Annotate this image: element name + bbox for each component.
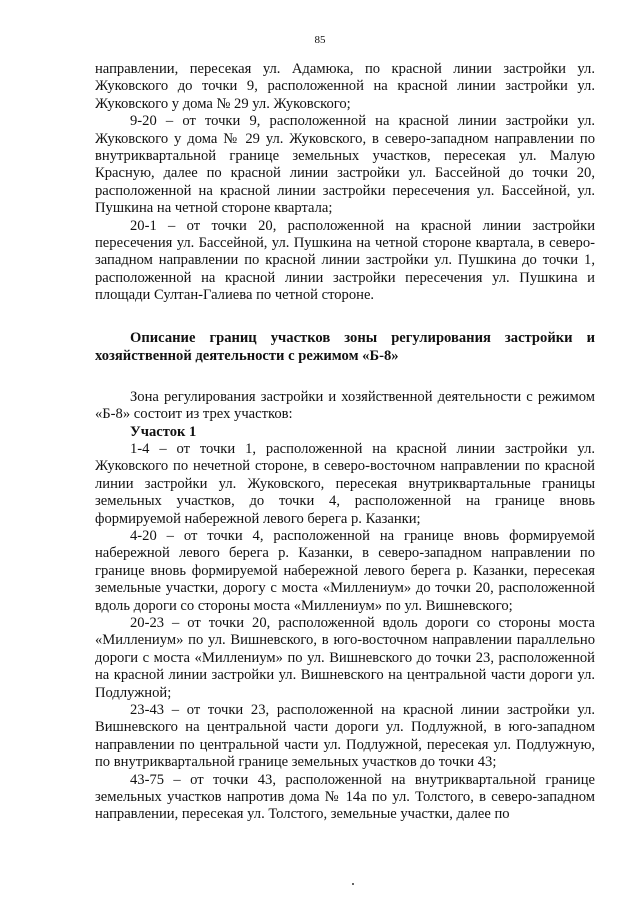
paragraph-segment-1-4: 1-4 – от точки 1, расположенной на красной линии застройки ул. Жуковского по нечетной стороне, в северо-восточном направлении по красной линии застройки ул. Жуковского, пересекая внутриквартальные границы земельных участков, до точки 4, расположенной на границе вновь формируемой набережной левого берега р. Казанки; <box>95 440 595 527</box>
scan-speck <box>352 883 354 885</box>
section-heading: Описание границ участков зоны регулирования застройки и хозяйственной деятельности с режимом «Б-8» <box>95 329 595 364</box>
paragraph-segment-23-43: 23-43 – от точки 23, расположенной на красной линии застройки ул. Вишневского на центральной части дороги ул. Подлужной, в юго-западном направлении по центральной части ул. Подлужной, пересекая ул. Подлужную, по внутриквартальной границе земельных участков до точки 43; <box>95 702 595 771</box>
paragraph-segment-9-20: 9-20 – от точки 9, расположенной на красной линии застройки ул. Жуковского у дома № 29 ул. Жуковского, в северо-западном направлении по внутриквартальной границе земельных участков, пересекая ул. Малую Красную, далее по красной линии застройки ул. Бассейной до точки 20, расположенной на красной линии застройки пересечения ул. Бассейной, ул. Пушкина на четной стороне квартала; <box>95 113 595 217</box>
document-body <box>95 61 595 824</box>
paragraph-segment-20-23: 20-23 – от точки 20, расположенной вдоль дороги со стороны моста «Миллениум» по ул. Вишневского, в юго-восточном направлении параллельно дороги с моста «Миллениум» по ул. Вишневского до точки 23, расположенной на красной линии застройки ул. Вишневского на центральной части дороги ул. Подлужной; <box>95 614 595 701</box>
paragraph-segment-20-1: 20-1 – от точки 20, расположенной на красной линии застройки пересечения ул. Бассейной, ул. Пушкина на четной стороне квартала, в северо-западном направлении по красной линии застройки ул. Пушкина до точки 1, расположенной на красной линии застройки пересечения ул. Пушкина и площади Султан-Галиева по четной стороне. <box>95 217 595 304</box>
paragraph-segment-43-75: 43-75 – от точки 43, расположенной на внутриквартальной границе земельных участков напротив дома № 14а по ул. Толстого, в северо-западном направлении, пересекая ул. Толстого, земельные участки, далее по <box>95 771 595 823</box>
subheading-plot-1: Участок 1 <box>130 423 197 440</box>
paragraph-zone-intro: Зона регулирования застройки и хозяйственной деятельности с режимом «Б-8» состоит из трех участков: <box>95 388 595 423</box>
page-number: 85 <box>314 34 326 46</box>
paragraph-continuation: направлении, пересекая ул. Адамюка, по красной линии застройки ул. Жуковского до точки 9, расположенной на красной линии застройки ул. Жуковского у дома № 29 ул. Жуковского; <box>95 61 595 112</box>
paragraph-segment-4-20: 4-20 – от точки 4, расположенной на границе вновь формируемой набережной левого берега р. Казанки, в северо-западном направлении по границе вновь формируемой набережной левого берега р. Казанки, пересекая земельные участки, дорогу с моста «Миллениум» до точки 20, расположенной вдоль дороги со стороны моста «Миллениум» по ул. Вишневского; <box>95 527 595 614</box>
